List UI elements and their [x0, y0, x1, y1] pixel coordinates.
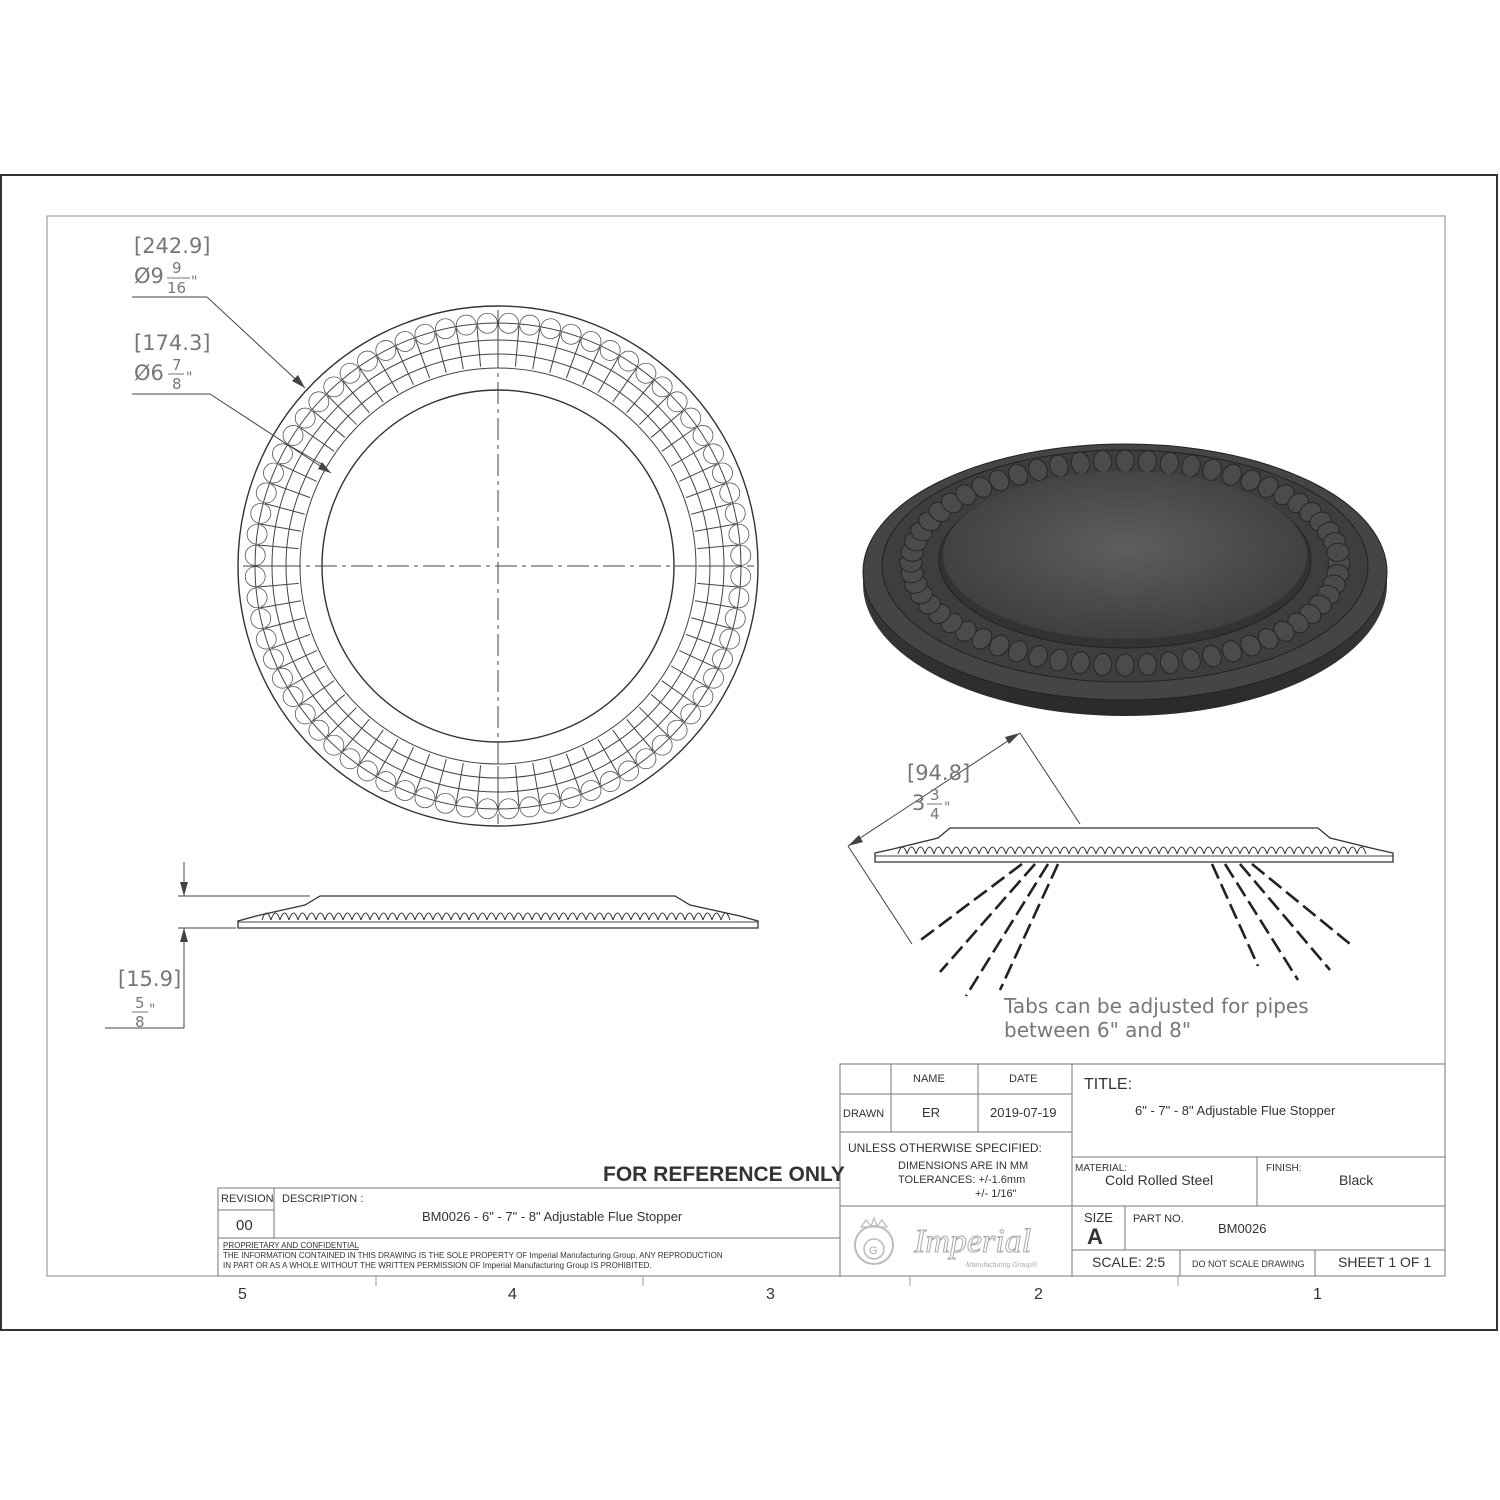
- flute-line: [265, 618, 305, 629]
- revision-value: 00: [236, 1217, 253, 1234]
- isometric-render: [863, 444, 1387, 716]
- iso-flute: [1116, 450, 1134, 472]
- outer-dimension-mm: [242.9]: [134, 234, 211, 258]
- drawn-name: ER: [922, 1105, 941, 1120]
- flute-line: [695, 524, 735, 531]
- flute-line: [686, 484, 725, 498]
- reference-note: FOR REFERENCE ONLY: [603, 1163, 845, 1186]
- flute-line: [671, 446, 707, 467]
- flute-line: [639, 396, 668, 425]
- outer-dimension-whole: Ø9: [134, 264, 164, 288]
- description-label: DESCRIPTION :: [282, 1193, 364, 1205]
- flute-line: [289, 446, 325, 467]
- flute-line: [533, 329, 540, 369]
- logo-subtitle: Manufacturing Group®: [966, 1262, 1037, 1269]
- tab-dimension-whole: 3: [912, 791, 926, 815]
- tolerances-inch: +/- 1/16": [975, 1188, 1017, 1200]
- drawn-date: 2019-07-19: [990, 1105, 1057, 1120]
- zone-label-3: 3: [766, 1286, 775, 1303]
- flute-line: [697, 583, 738, 587]
- flute-line: [258, 583, 299, 587]
- outer-dimension-den: 16: [167, 279, 187, 297]
- top-view: [238, 306, 758, 826]
- proprietary-line1: THE INFORMATION CONTAINED IN THIS DRAWING IS THE SOLE PROPERTY OF Imperial Manufacturing Group. ANY REPRODUCTION: [223, 1251, 723, 1260]
- zone-ticks: [376, 1276, 1178, 1286]
- proprietary-line2: IN PART OR AS A WHOLE WITHOUT THE WRITTEN PERMISSION OF Imperial Manufacturing Group IS PROHIBITED.: [223, 1261, 652, 1270]
- flute-line: [378, 739, 399, 775]
- logo-emblem-letter: G: [869, 1245, 878, 1257]
- flute-line: [598, 357, 619, 393]
- tab-dimension-num: 3: [930, 786, 940, 804]
- part-value: BM0026: [1218, 1221, 1267, 1236]
- tabs-note-line1: Tabs can be adjusted for pipes: [1004, 994, 1309, 1018]
- flute-line: [378, 357, 399, 393]
- revision-label: REVISION: [221, 1193, 274, 1205]
- flute-line: [566, 340, 580, 379]
- flute-line: [261, 601, 301, 608]
- flute-line: [686, 634, 725, 648]
- zone-label-4: 4: [508, 1286, 517, 1303]
- flute-line: [289, 666, 325, 687]
- outer-inch-mark: ": [191, 274, 198, 290]
- height-dimension-mm: [15.9]: [118, 967, 182, 991]
- finish-value: Black: [1339, 1172, 1374, 1188]
- zone-label-1: 1: [1313, 1286, 1322, 1303]
- inner-inch-mark: ": [186, 370, 193, 386]
- zone-label-5: 5: [238, 1286, 247, 1303]
- company-logo: [855, 1218, 1038, 1269]
- tab-view: [875, 828, 1393, 996]
- iso-flute: [1116, 654, 1134, 676]
- flute-line: [477, 765, 481, 806]
- height-dimension-num: 5: [135, 994, 145, 1012]
- finish-label: FINISH:: [1266, 1163, 1302, 1174]
- height-inch-mark: ": [149, 1002, 156, 1018]
- inner-dimension-num: 7: [172, 356, 182, 374]
- flute-line: [515, 765, 519, 806]
- flute-line: [697, 545, 738, 549]
- date-header: DATE: [1009, 1073, 1038, 1085]
- flute-line: [261, 524, 301, 531]
- flute-line: [456, 329, 463, 369]
- dimension-leaders-top: [132, 297, 331, 473]
- flute-line: [598, 739, 619, 775]
- material-value: Cold Rolled Steel: [1105, 1172, 1214, 1188]
- flute-line: [550, 333, 561, 373]
- size-value: A: [1087, 1224, 1103, 1249]
- logo-wordmark: Imperial: [914, 1223, 1032, 1260]
- part-label: PART NO.: [1133, 1213, 1184, 1225]
- size-label: SIZE: [1084, 1210, 1113, 1225]
- unless-label: UNLESS OTHERWISE SPECIFIED:: [848, 1141, 1042, 1155]
- flute-line: [272, 634, 311, 648]
- side-view: [238, 896, 758, 928]
- title-value: 6" - 7" - 8" Adjustable Flue Stopper: [1135, 1103, 1336, 1118]
- drawn-label: DRAWN: [843, 1108, 885, 1120]
- flute-line: [416, 754, 430, 793]
- inner-dimension-den: 8: [172, 375, 182, 393]
- flute-line: [436, 333, 447, 373]
- adjustable-tabs: [918, 864, 1350, 996]
- inner-dimension-whole: Ø6: [134, 361, 164, 385]
- title-label: TITLE:: [1084, 1076, 1133, 1093]
- flute-line: [265, 504, 305, 515]
- flute-line: [258, 545, 299, 549]
- tab-inch-mark: ": [944, 800, 951, 816]
- flute-line: [456, 763, 463, 803]
- name-header: NAME: [913, 1073, 945, 1085]
- material-label: MATERIAL:: [1075, 1163, 1128, 1174]
- scale: SCALE: 2:5: [1092, 1254, 1166, 1270]
- flute-line: [691, 618, 731, 629]
- tolerances: TOLERANCES: +/-1.6mm: [898, 1174, 1026, 1186]
- tabs-note-line2: between 6" and 8": [1004, 1018, 1192, 1042]
- flute-line: [639, 707, 668, 736]
- flute-line: [515, 326, 519, 367]
- description-value: BM0026 - 6" - 7" - 8" Adjustable Flue Stopper: [422, 1209, 683, 1224]
- flute-line: [550, 759, 561, 799]
- flute-line: [533, 763, 540, 803]
- flute-line: [477, 326, 481, 367]
- flute-line: [416, 340, 430, 379]
- proprietary-label: PROPRIETARY AND CONFIDENTIAL: [223, 1241, 360, 1250]
- do-not-scale: DO NOT SCALE DRAWING: [1192, 1259, 1305, 1269]
- flute-line: [671, 666, 707, 687]
- tab-dimension-den: 4: [930, 805, 940, 823]
- height-dimension-den: 8: [135, 1013, 145, 1031]
- outer-dimension-num: 9: [172, 259, 182, 277]
- dims-in-mm: DIMENSIONS ARE IN MM: [898, 1160, 1029, 1172]
- sheet: SHEET 1 OF 1: [1338, 1254, 1432, 1270]
- flute-line: [436, 759, 447, 799]
- flute-line: [566, 754, 580, 793]
- flute-line: [328, 707, 357, 736]
- flute-line: [695, 601, 735, 608]
- flute-line: [328, 396, 357, 425]
- zone-label-2: 2: [1034, 1286, 1043, 1303]
- inner-dimension-mm: [174.3]: [134, 331, 211, 355]
- flute-line: [272, 484, 311, 498]
- tab-dimension-mm: [94.8]: [907, 761, 971, 785]
- flute-line: [691, 504, 731, 515]
